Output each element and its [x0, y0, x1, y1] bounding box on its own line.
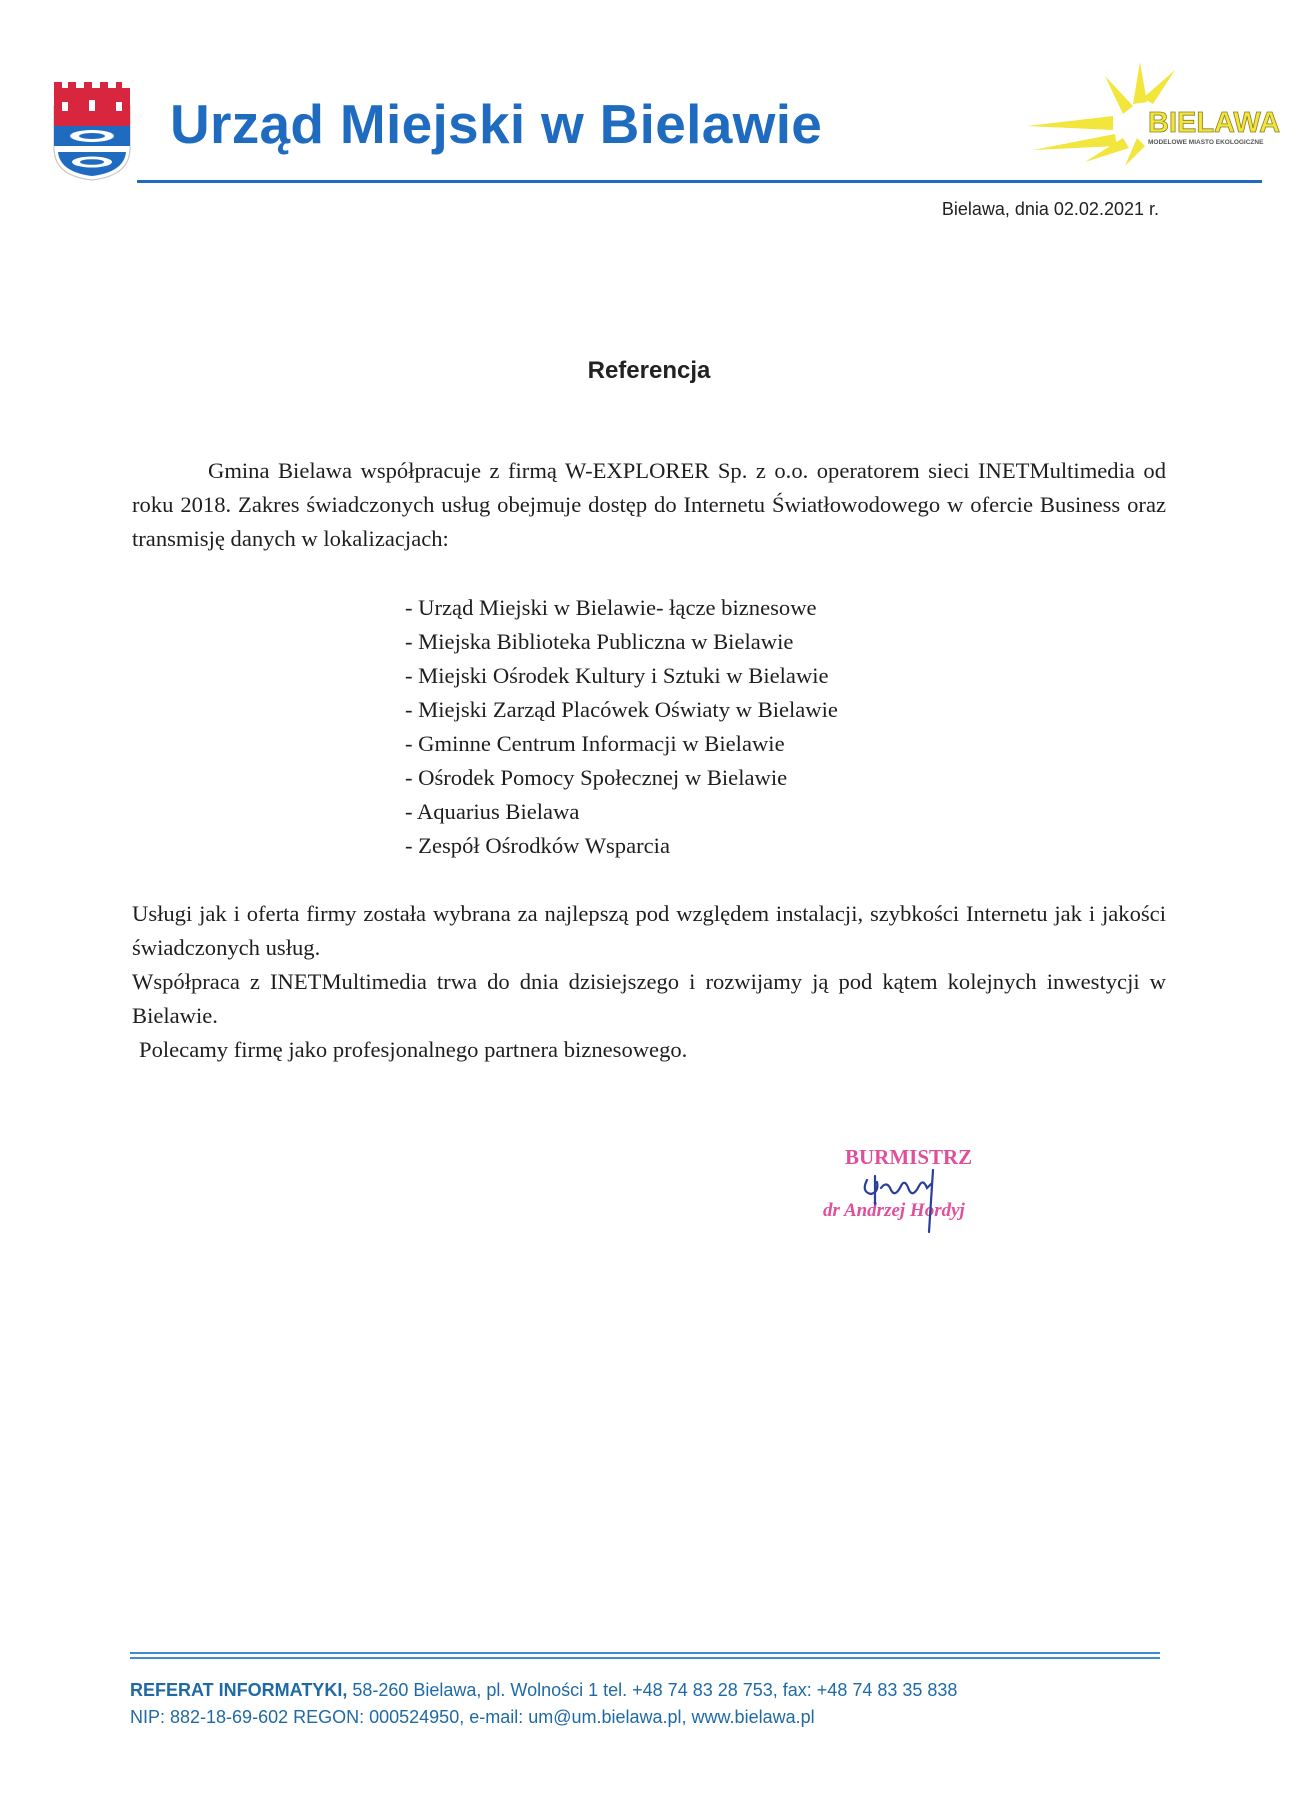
footer-department: REFERAT INFORMATYKI, — [130, 1680, 348, 1700]
location-item: - Ośrodek Pomocy Społecznej w Bielawie — [405, 765, 788, 790]
location-item: - Gminne Centrum Informacji w Bielawie — [405, 731, 785, 756]
locations-list — [405, 591, 838, 863]
paragraph-cooperation: Współpraca z INETMultimedia trwa do dnia dzisiejszego i rozwijamy ją pod kątem kolejnych inwestycji w Bielawie. — [132, 969, 1166, 1028]
bielawa-eco-logo — [1025, 54, 1281, 174]
footer-line-2: NIP: 882-18-69-602 REGON: 000524950, e-mail: um@um.bielawa.pl, www.bielawa.pl — [130, 1707, 815, 1727]
office-title: Urząd Miejski w Bielawie — [170, 93, 823, 155]
location-item: - Zespół Ośrodków Wsparcia — [405, 833, 670, 858]
footer-divider — [130, 1652, 1160, 1654]
crest-icon — [50, 76, 134, 182]
stamp-name: dr Andrzej Hordyj — [823, 1200, 965, 1221]
location-item: - Miejski Zarząd Placówek Oświaty w Bielawie — [405, 697, 838, 722]
location-item: - Miejski Ośrodek Kultury i Sztuki w Bielawie — [405, 663, 829, 688]
eco-logo-name: BIELAWA — [1148, 107, 1281, 139]
footer-line-1 — [130, 1677, 957, 1704]
paragraph-recommend: Polecamy firmę jako profesjonalnego partnera biznesowego. — [139, 1037, 688, 1062]
location-item: - Aquarius Bielawa — [405, 799, 580, 824]
footer-contact — [130, 1677, 957, 1731]
document-title: Referencja — [587, 357, 711, 384]
eco-logo-tagline: MODELOWE MIASTO EKOLOGICZNE — [1148, 139, 1264, 146]
footer-divider-secondary — [130, 1657, 1160, 1659]
stamp-title: BURMISTRZ — [845, 1145, 973, 1169]
location-item: - Miejska Biblioteka Publiczna w Bielawie — [405, 629, 794, 654]
paragraph-services: Usługi jak i oferta firmy została wybrana za najlepszą pod względem instalacji, szybkości Internetu jak i jakości świadczonych usług. — [132, 901, 1166, 960]
header-divider — [137, 180, 1262, 183]
paragraph-intro: Gmina Bielawa współpracuje z firmą W-EXPLORER Sp. z o.o. operatorem sieci INETMultimedia od roku 2018. Zakres świadczonych usług obejmuje dostęp do Internetu Światłowodowego w ofercie Business oraz transmisję danych w lokalizacjach: — [132, 458, 1166, 551]
document-date: Bielawa, dnia 02.02.2021 r. — [941, 199, 1159, 219]
footer-address: 58-260 Bielawa, pl. Wolności 1 tel. +48 74 83 28 753, fax: +48 74 83 35 838 — [347, 1680, 958, 1700]
signature-stamp — [815, 1140, 1015, 1236]
location-item: - Urząd Miejski w Bielawie- łącze biznesowe — [405, 595, 817, 620]
